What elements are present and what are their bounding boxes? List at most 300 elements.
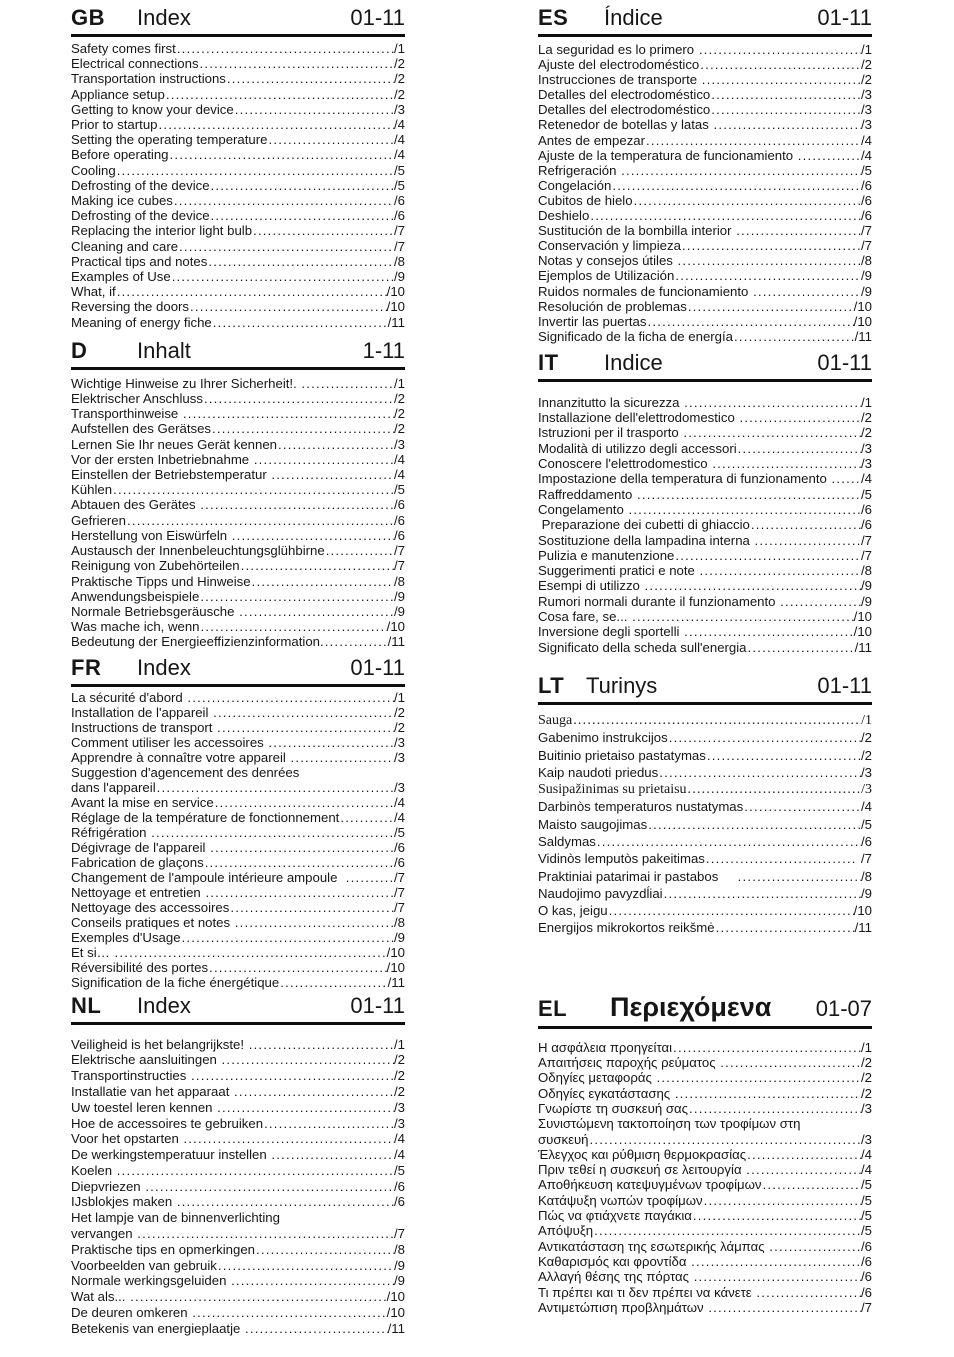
leader-dots [204,885,394,900]
toc-entry-page: /11 [387,1320,405,1336]
toc-entry-page: /8 [394,253,405,269]
toc-entry-page: /5 [861,1177,872,1193]
toc-entry-label: Retenedor de botellas y latas [538,117,713,133]
toc-entry-page: /4 [861,1146,872,1162]
toc-list [538,382,872,655]
toc-entry-page: /4 [394,117,405,133]
toc-entry [71,1068,405,1084]
toc-entry-page: /2 [394,719,405,735]
leader-dots [216,720,394,735]
column-left [71,0,405,1337]
toc-entry [71,1210,405,1226]
toc-entry-label: Naudojimo pavyzdĺiai [538,885,663,901]
toc-entry-page: /4 [861,799,872,815]
toc-entry-page: /2 [861,425,872,441]
toc-entry-page: /3 [861,782,872,798]
toc-entry-page: /4 [394,1131,405,1147]
toc-entry-page: /6 [394,497,405,513]
toc-entry [71,437,405,452]
toc-entry-label: Γνωρίστε τη συσκευή σας [538,1100,688,1116]
toc-entry-label: Exemples d'Usage [71,929,181,945]
toc-entry [538,471,872,486]
toc-entry-page: /1 [861,712,872,728]
leader-dots [707,1300,861,1315]
toc-entry [71,467,405,482]
toc-entry-label: Reversing the doors [71,299,190,315]
toc-entry-page: /6 [394,512,405,528]
toc-entry [71,1100,405,1116]
toc-entry-label: Αποθήκευση κατεψυγμένων τροφίμων [538,1177,762,1193]
toc-entry-label: Praktische tips en opmerkingen [71,1241,255,1257]
toc-entry [538,1177,872,1192]
leader-dots [672,1040,861,1055]
language-code: EL [538,995,568,1021]
toc-entry [538,533,872,548]
leader-dots [270,467,394,482]
toc-list [538,705,872,937]
leader-dots [253,452,394,467]
section-title: Περιεχόμενα [610,991,772,1022]
toc-entry [71,132,405,147]
toc-entry-label: συσκευή [538,1131,589,1147]
toc-entry [71,574,405,589]
toc-entry [538,712,872,729]
leader-dots [705,850,857,867]
toc-entry-page: /2 [861,1070,872,1086]
toc-entry [538,284,872,299]
section-header [71,338,405,370]
leader-dots [719,1055,861,1070]
toc-entry-label: Installatie van het apparaat [71,1083,234,1099]
leader-dots [715,919,855,936]
toc-entry-label: Elektrischer Anschluss [71,391,203,407]
toc-entry-label: Susipažinimas su prietaisu [538,782,687,798]
leader-dots [674,268,861,283]
toc-entry [71,1305,405,1321]
toc-entry-label: Signification de la fiche énergétique [71,974,280,990]
toc-entry-page: /5 [394,1162,405,1178]
toc-entry-label: Significado de la ficha de energía [538,328,734,344]
toc-list [71,37,405,330]
toc-entry-label: Normale werkingsgeluiden [71,1273,231,1289]
toc-entry-label: Maisto saugojimas [538,816,648,832]
leader-dots [176,1194,394,1210]
toc-entry-page: /6 [394,193,405,209]
toc-entry [71,239,405,254]
column-right [538,0,872,1315]
toc-entry-label: Was mache ich, wenn [71,619,200,635]
toc-entry [538,268,872,283]
toc-entry-page: /10 [386,1305,405,1321]
toc-entry [538,57,872,72]
leader-dots [217,1258,394,1274]
page-range: 1-11 [362,337,405,363]
leader-dots [762,1177,861,1192]
toc-entry [71,589,405,604]
leader-dots [231,528,394,543]
toc-entry [71,482,405,497]
toc-entry-label: Et si… [71,944,114,960]
toc-entry-label: Αντικατάσταση της εσωτερικής λάμπας [538,1238,769,1254]
toc-entry-page: /3 [394,749,405,765]
toc-entry-page: /7 [861,223,872,239]
leader-dots [182,1131,394,1147]
toc-entry-label: Meaning of energy fiche [71,314,212,330]
toc-entry [538,1040,872,1055]
leader-dots [189,299,387,314]
toc-entry-page: /10 [386,959,405,975]
toc-entry [71,855,405,870]
toc-entry [538,193,872,208]
toc-entry [71,269,405,284]
toc-entry [71,765,405,780]
leader-dots [210,178,394,193]
leader-dots [589,208,861,223]
leader-dots [627,502,861,517]
toc-entry [538,850,872,867]
toc-entry-label: Cubitos de hielo [538,192,633,208]
toc-entry-page: /6 [861,501,872,517]
toc-entry-label: Anwendungsbeispiele [71,588,200,604]
leader-dots [345,870,394,885]
toc-entry-page: /10 [853,624,872,640]
toc-entry-label: Installazione dell'elettrodomestico [538,410,739,426]
toc-entry-page: /7 [861,547,872,563]
toc-entry-label: Koelen [71,1162,116,1178]
toc-entry-label: Conservación y limpieza [538,238,681,254]
toc-entry [538,594,872,609]
toc-entry-page: /2 [861,57,872,73]
toc-entry-page: /7 [394,884,405,900]
toc-entry-label: Energijos mikrokortos reikšmė [538,920,715,936]
toc-entry [71,810,405,825]
toc-entry-page: /4 [861,1162,872,1178]
toc-entry-label: Cooling [71,162,116,178]
toc-entry-page: /5 [861,1192,872,1208]
leader-dots [681,238,861,253]
leader-dots [207,254,394,269]
leader-dots [674,548,861,563]
section-header [71,5,405,37]
toc-entry [71,1194,405,1210]
toc-entry [71,452,405,467]
toc-entry-label: IJsblokjes maken [71,1194,176,1210]
toc-entry-page: /5 [394,482,405,498]
toc-entry-label: Changement de l'ampoule intérieure ampoule [71,869,345,885]
toc-entry-label: Comment utiliser les accessoires [71,734,268,750]
leader-dots [733,329,855,344]
toc-entry-label: Congelamento [538,501,628,517]
toc-entry-page: /8 [861,868,872,884]
toc-entry-label: Prior to startup [71,117,158,133]
toc-entry [71,1163,405,1179]
section-title: Índice [604,5,663,30]
toc-entry-label: Voorbeelden van gebruik [71,1257,217,1273]
leader-dots [300,376,394,391]
toc-entry-page: /11 [854,920,872,936]
toc-entry-label: Κατάψυξη νωπών τροφίμων [538,1192,703,1208]
toc-entry-page: /6 [861,192,872,208]
toc-entry [538,148,872,163]
toc-entry-label: Vidinòs lemputòs pakeitimas [538,851,705,867]
leader-dots [221,1052,394,1068]
leader-dots [144,1179,394,1195]
toc-entry [71,497,405,512]
toc-entry-page: /5 [394,824,405,840]
toc-entry-label: Modalità di utilizzo degli accessori [538,440,737,456]
toc-entry [71,1242,405,1258]
toc-entry-label: Preparazione dei cubetti di ghiaccio [538,517,750,533]
toc-entry-page: /9 [861,593,872,609]
toc-entry [71,147,405,162]
section-header [538,350,872,382]
toc-entry [71,1321,405,1337]
toc-entry-page: /4 [394,809,405,825]
leader-dots [656,1070,861,1085]
toc-entry [71,1116,405,1132]
toc-entry-label: Πώς να φτιάχνετε παγάκια [538,1208,692,1224]
toc-entry-label: Betekenis van energieplaatje [71,1320,245,1336]
toc-entry [71,825,405,840]
toc-entry-label: Practical tips and notes [71,253,208,269]
index-section-it [538,350,872,655]
language-code: NL [71,992,102,1018]
toc-entry [538,1223,872,1238]
toc-entry-label: Hoe de accessoires te gebruiken [71,1115,264,1131]
section-header [538,5,872,37]
toc-entry-page: /4 [394,132,405,148]
leader-dots [116,1163,394,1179]
toc-entry-label: Raffreddamento [538,486,636,502]
toc-entry [538,729,872,746]
toc-entry-label: Συνιστώμενη τακτοποίηση των τροφίμων στη [538,1116,801,1132]
leader-dots [173,193,394,208]
toc-entry-page: /3 [394,1115,405,1131]
toc-entry-page: /6 [394,1178,405,1194]
toc-entry-label: Avant la mise en service [71,794,214,810]
toc-entry [71,1131,405,1147]
toc-entry-label: Replacing the interior light bulb [71,223,253,239]
toc-entry-label: Austausch der Innenbeleuchtungsglühbirne [71,543,325,559]
toc-entry [538,314,872,329]
toc-entry-page: /6 [861,834,872,849]
leader-dots [633,193,861,208]
toc-entry-page: /4 [394,794,405,810]
toc-entry [538,253,872,268]
toc-entry-label: Praktische Tipps und Hinweise [71,573,251,589]
leader-dots [668,729,861,746]
toc-entry [538,1147,872,1162]
toc-entry [71,193,405,208]
toc-entry-page: /2 [861,72,872,88]
toc-entry [538,1208,872,1223]
toc-entry [71,840,405,855]
toc-entry-page: /5 [861,816,872,832]
toc-entry [71,406,405,421]
toc-entry [538,624,872,639]
toc-entry [71,41,405,56]
toc-entry-page: /4 [394,451,405,467]
leader-dots [251,574,394,589]
toc-entry-label: Wat als... [71,1289,130,1305]
leader-dots [277,437,394,452]
toc-entry [538,1086,872,1101]
toc-entry-label: Cosa fare, se... [538,609,632,625]
leader-dots [683,624,854,639]
toc-entry-label: Detalles del electrodoméstico [538,87,711,103]
toc-list [71,687,405,990]
leader-dots [203,391,394,406]
toc-entry-page: /1 [394,689,405,705]
leader-dots [150,825,394,840]
leader-dots [112,482,394,497]
toc-entry-label: Conoscere l'elettrodomestico [538,456,712,472]
toc-entry-label: Απόψυξη [538,1223,594,1239]
toc-entry [538,163,872,178]
toc-entry-label: Herstellung von Eiswürfeln [71,527,231,543]
toc-entry-label: Notas y consejos útiles [538,253,677,269]
toc-entry-page: /2 [861,747,872,763]
toc-entry-page: /7 [394,558,405,574]
toc-entry-page: /10 [853,313,872,329]
toc-entry-page: /10 [853,298,872,314]
toc-entry [538,441,872,456]
leader-dots [199,589,394,604]
toc-entry-page: /7 [861,238,872,254]
toc-entry [538,919,872,936]
language-code: D [71,337,88,363]
toc-entry-page: /7 [394,1226,405,1242]
leader-dots [737,441,861,456]
toc-entry [71,1226,405,1242]
toc-entry [71,528,405,543]
toc-entry [538,42,872,57]
toc-entry-label: Οδηγίες μεταφοράς [538,1070,656,1086]
toc-entry-page: /3 [861,456,872,472]
toc-entry [538,798,872,815]
toc-entry [71,421,405,436]
section-title: Index [137,5,191,30]
toc-entry-label: Έλεγχος και ρύθμιση θερμοκρασίας [538,1146,747,1162]
toc-entry-label: Transporthinweise [71,406,182,422]
leader-dots [743,798,861,815]
toc-entry [538,868,872,885]
leader-dots [240,558,394,573]
toc-entry-page: /11 [387,314,405,330]
toc-entry-page: /2 [861,730,872,746]
toc-entry [538,87,872,102]
leader-dots [244,1321,388,1337]
toc-entry-page: /1 [394,375,405,391]
toc-entry [71,619,405,634]
toc-entry [71,1084,405,1100]
toc-entry-page: /4 [394,1147,405,1163]
toc-entry-label: La sécurité d'abord [71,689,187,705]
leader-dots [165,87,394,102]
toc-entry [71,558,405,573]
toc-entry [538,329,872,344]
leader-dots [645,133,861,148]
toc-entry [538,781,872,798]
toc-entry-page: /9 [394,588,405,604]
toc-list [538,37,872,344]
toc-entry [71,720,405,735]
toc-entry-page: /9 [394,1257,405,1273]
language-code: FR [71,654,102,680]
toc-entry-label: Bedeutung der Energieeffizienzinformation. [71,634,324,650]
toc-entry [71,900,405,915]
leader-dots [703,1193,861,1208]
leader-dots [230,1273,394,1289]
leader-dots [755,1285,861,1300]
toc-entry [538,1070,872,1085]
toc-entry-label: dans l'appareil [71,779,156,795]
toc-entry [71,750,405,765]
toc-entry-label: Pulizia e manutenzione [538,547,675,563]
toc-entry-label: Απαιτήσεις παροχής ρεύματος [538,1055,720,1071]
leader-dots [692,1208,861,1223]
toc-entry-page: /9 [861,268,872,284]
toc-entry-page: /3 [394,101,405,117]
leader-dots [687,299,854,314]
section-header [538,992,872,1029]
toc-entry [71,178,405,193]
toc-entry-page: /3 [861,1100,872,1116]
toc-entry-page: /2 [394,391,405,407]
toc-entry-page: /6 [861,177,872,193]
toc-entry-page: /10 [386,944,405,960]
toc-entry-page: /7 [394,899,405,915]
toc-entry [538,640,872,655]
page-range: 01-11 [350,654,405,680]
toc-entry-label: Aufstellen des Gerätses [71,421,212,437]
toc-entry-page: /9 [861,578,872,594]
leader-dots [209,840,394,855]
section-title: Turinys [586,672,658,698]
toc-entry-label: Apprendre à connaître votre appareil [71,749,290,765]
toc-entry-page: /3 [394,1099,405,1115]
leader-dots [208,960,387,975]
toc-entry-page: /3 [861,764,872,780]
leader-dots [646,314,853,329]
toc-entry-label: De deuren omkeren [71,1305,192,1321]
toc-entry-label: Installation de l'appareil [71,704,213,720]
leader-dots [779,594,861,609]
leader-dots [701,72,861,87]
toc-entry-page: /4 [861,471,872,487]
toc-entry [538,1101,872,1116]
toc-entry [538,1116,872,1131]
leader-dots [226,71,394,86]
toc-entry-page: /5 [861,162,872,178]
toc-entry-label: Kühlen [71,482,113,498]
toc-entry-label: Detalles del electrodoméstico [538,102,711,118]
toc-entry [71,690,405,705]
leader-dots [831,471,862,486]
toc-entry-label: Ajuste del electrodoméstico [538,57,700,73]
leader-dots [212,315,388,330]
toc-entry [538,1132,872,1147]
toc-entry-page: /6 [394,208,405,224]
toc-entry [538,72,872,87]
toc-entry [71,915,405,930]
toc-list [538,1029,872,1315]
toc-entry [71,315,405,330]
leader-dots [706,747,861,764]
toc-entry-label: La seguridad es lo primero [538,42,698,57]
toc-entry-page: /10 [386,284,405,300]
toc-entry [538,208,872,223]
